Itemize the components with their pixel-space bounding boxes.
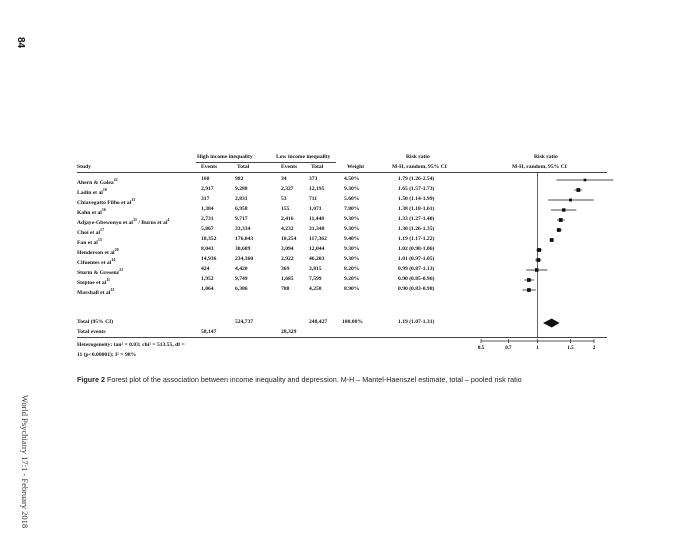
study-lo-total: 7,599 <box>309 276 322 282</box>
study-name-text: Steptoe et al <box>77 279 107 286</box>
study-lo-total: 373 <box>309 176 318 182</box>
study-lo-total: 117,362 <box>309 236 327 242</box>
study-lo-total: 4,258 <box>309 286 322 292</box>
study-ref: 31 <box>132 217 137 222</box>
study-ci: 1.33 (1.27-1.40) <box>398 216 435 222</box>
study-ref: 17 <box>100 227 104 232</box>
study-ref: 15 <box>97 237 102 242</box>
x-tick-label: 0.7 <box>505 346 512 351</box>
study-hi-events: 1,952 <box>201 276 214 282</box>
rr-plot-header-2: M-H, random, 95% CI <box>512 164 567 170</box>
point-estimate <box>527 278 531 282</box>
study-weight: 9.30% <box>344 246 360 252</box>
study-ci: 0.90 (0.83-0.98) <box>398 286 435 292</box>
study-hi-total: 9,288 <box>235 186 248 192</box>
study-ref: 13 <box>131 197 136 202</box>
study-ci: 1.79 (1.26-2.54) <box>398 176 435 182</box>
study-ref: 20 <box>114 247 119 252</box>
point-estimate <box>550 238 554 242</box>
study-lo-events: 3,094 <box>281 246 294 252</box>
study-lo-total: 31,348 <box>309 226 325 232</box>
point-estimate <box>562 208 565 211</box>
study-ci: 1.30 (1.26-1.35) <box>398 226 435 232</box>
study-ref-2: 4 <box>167 217 170 222</box>
study-hi-events: 424 <box>201 266 210 272</box>
study-name-text: Chiavegatto Filho et al <box>77 199 132 206</box>
study-weight: 9.30% <box>344 226 360 232</box>
study-name-text: Cifuentes et al <box>77 259 112 266</box>
study-weight: 9.30% <box>344 256 360 262</box>
study-lo-events: 2,327 <box>281 186 294 192</box>
study-weight: 9.40% <box>344 236 360 242</box>
point-estimate <box>527 288 531 292</box>
study-ci: 0.99 (0.87-1.13) <box>398 266 435 272</box>
study-lo-events: 4,232 <box>281 226 294 232</box>
study-lo-total: 12,044 <box>309 246 325 252</box>
study-hi-total: 234,360 <box>235 256 254 262</box>
total-lo-total: 248,427 <box>309 319 328 325</box>
study-lo-events: 53 <box>281 196 287 202</box>
lo-events-header: Events <box>281 164 298 170</box>
study-lo-events: 788 <box>281 286 290 292</box>
study-weight: 7.80% <box>344 206 360 212</box>
study-name-text: Henderson et al <box>77 249 115 256</box>
study-hi-events: 317 <box>201 196 210 202</box>
study-hi-events: 160 <box>201 176 210 182</box>
study-name-text: Marshall et al <box>77 289 111 296</box>
study-hi-total: 33,334 <box>235 226 251 232</box>
study-hi-total: 4,420 <box>235 266 248 272</box>
study-lo-events: 1,685 <box>281 276 294 282</box>
study-hi-total: 9,749 <box>235 276 248 282</box>
study-ref: 10 <box>102 187 107 192</box>
study-lo-total: 3,815 <box>309 266 322 272</box>
point-estimate <box>569 199 572 202</box>
total-events-label: Total events <box>77 329 106 335</box>
hi-total-header: Total <box>237 164 250 170</box>
study-weight: 9.30% <box>344 216 360 222</box>
study-ci: 0.90 (0.85-0.96) <box>398 276 435 282</box>
study-ref: 12 <box>110 287 115 292</box>
study-lo-events: 10,254 <box>281 236 297 242</box>
study-hi-events: 1,384 <box>201 206 214 212</box>
study-name-suffix: / Burns et al <box>138 219 168 226</box>
study-hi-total: 6,386 <box>235 286 248 292</box>
pooled-diamond <box>543 319 559 328</box>
study-name-text: Ladin et al <box>77 189 103 196</box>
study-lo-total: 711 <box>309 196 318 202</box>
study-ref: 16 <box>101 207 106 212</box>
rr-numeric-header-1: Risk ratio <box>406 154 430 160</box>
high-group-header: High income inequality <box>197 154 253 160</box>
heterogeneity-line-1: Heterogeneity: tau² = 0.03; chi² = 513.55, df = <box>77 342 185 348</box>
study-lo-total: 1,071 <box>309 206 322 212</box>
study-hi-total: 2,831 <box>235 196 248 202</box>
study-ci: 1.02 (0.98-1.06) <box>398 246 435 252</box>
study-hi-events: 18,352 <box>201 236 217 242</box>
figure-caption <box>77 375 522 384</box>
x-tick-label: 0.5 <box>477 346 485 351</box>
study-weight: 9.30% <box>344 186 360 192</box>
study-ci: 1.38 (1.18-1.61) <box>398 206 435 212</box>
study-lo-events: 2,922 <box>281 256 294 262</box>
caption-text: Forest plot of the association between income inequality and depression. M-H – Mantel-Haenszel estimate, total – pooled risk ratio <box>106 375 522 384</box>
study-name-text: Fan et al <box>77 239 98 246</box>
weight-header: Weight <box>347 164 365 170</box>
study-lo-events: 369 <box>281 266 290 272</box>
study-hi-total: 30,689 <box>235 246 251 252</box>
x-tick-label: 2 <box>592 346 596 351</box>
point-estimate <box>559 218 563 222</box>
total-lo-events: 28,329 <box>281 329 297 335</box>
study-lo-events: 2,416 <box>281 216 294 222</box>
journal-line: World Psychiatry 17:1 - February 2018 <box>20 395 30 529</box>
study-ci: 1.01 (0.97-1.05) <box>398 256 435 262</box>
study-hi-total: 9,717 <box>235 216 248 222</box>
study-weight: 4.50% <box>344 176 360 182</box>
study-header: Study <box>77 164 91 170</box>
study-ci: 1.50 (1.14-1.99) <box>398 196 435 202</box>
total-weight: 100.00% <box>342 319 363 325</box>
study-ref: 22 <box>113 177 118 182</box>
study-hi-events: 1,064 <box>201 286 214 292</box>
study-hi-events: 2,917 <box>201 186 214 192</box>
study-lo-total: 46,203 <box>309 256 325 262</box>
study-weight: 5.60% <box>344 196 360 202</box>
study-name-text: Adjaye-Gbewonyo et al <box>77 219 133 226</box>
study-name-text: Ahern & Galea <box>77 179 114 186</box>
study-lo-total: 11,448 <box>309 216 325 222</box>
study-hi-total: 982 <box>235 176 244 182</box>
heterogeneity-line-2: 11 (p<0.00001); I² = 98% <box>77 352 137 358</box>
study-ci: 1.19 (1.17-1.22) <box>398 236 435 242</box>
point-estimate <box>584 179 587 182</box>
study-lo-events: 34 <box>281 176 287 182</box>
rr-plot-header-1: Risk ratio <box>534 154 558 160</box>
point-estimate <box>535 268 539 272</box>
study-weight: 8.20% <box>344 266 360 272</box>
rr-numeric-header-2: M-H, random, 95% CI <box>392 164 447 170</box>
caption-label: Figure 2 <box>77 375 105 384</box>
study-name-text: Choi et al <box>77 229 100 236</box>
study-ref: 21 <box>119 267 124 272</box>
study-hi-total: 6,958 <box>235 206 248 212</box>
total-hi-events: 58,147 <box>201 329 217 335</box>
forest-plot-marks <box>478 172 614 351</box>
total-label: Total (95% CI) <box>77 319 114 325</box>
point-estimate <box>536 258 540 262</box>
page-number: 84 <box>15 37 26 49</box>
point-estimate <box>576 188 580 192</box>
study-hi-events: 5,867 <box>201 226 214 232</box>
study-lo-total: 12,195 <box>309 186 325 192</box>
study-name-text: Sturm & Gresenz <box>77 269 120 276</box>
point-estimate <box>537 248 541 252</box>
study-weight: 8.90% <box>344 286 360 292</box>
study-name-text: Kahn et al <box>77 209 102 216</box>
study-hi-total: 176,043 <box>235 236 254 242</box>
total-ci: 1.19 (1.07-1.31) <box>398 319 435 325</box>
study-ci: 1.65 (1.57-1.73) <box>398 186 435 192</box>
study-lo-events: 155 <box>281 206 290 212</box>
study-hi-events: 2,731 <box>201 216 214 222</box>
x-tick-label: 1.5 <box>567 346 574 351</box>
study-hi-events: 14,936 <box>201 256 217 262</box>
x-tick-label: 1 <box>536 346 539 351</box>
low-group-header: Low income inequality <box>276 154 331 160</box>
hi-events-header: Events <box>201 164 218 170</box>
study-hi-events: 8,043 <box>201 246 214 252</box>
study-weight: 9.20% <box>344 276 360 282</box>
study-ref: 11 <box>106 277 110 282</box>
total-hi-total: 524,737 <box>235 319 254 325</box>
lo-total-header: Total <box>311 164 324 170</box>
point-estimate <box>557 228 561 232</box>
study-ref: 14 <box>111 257 116 262</box>
